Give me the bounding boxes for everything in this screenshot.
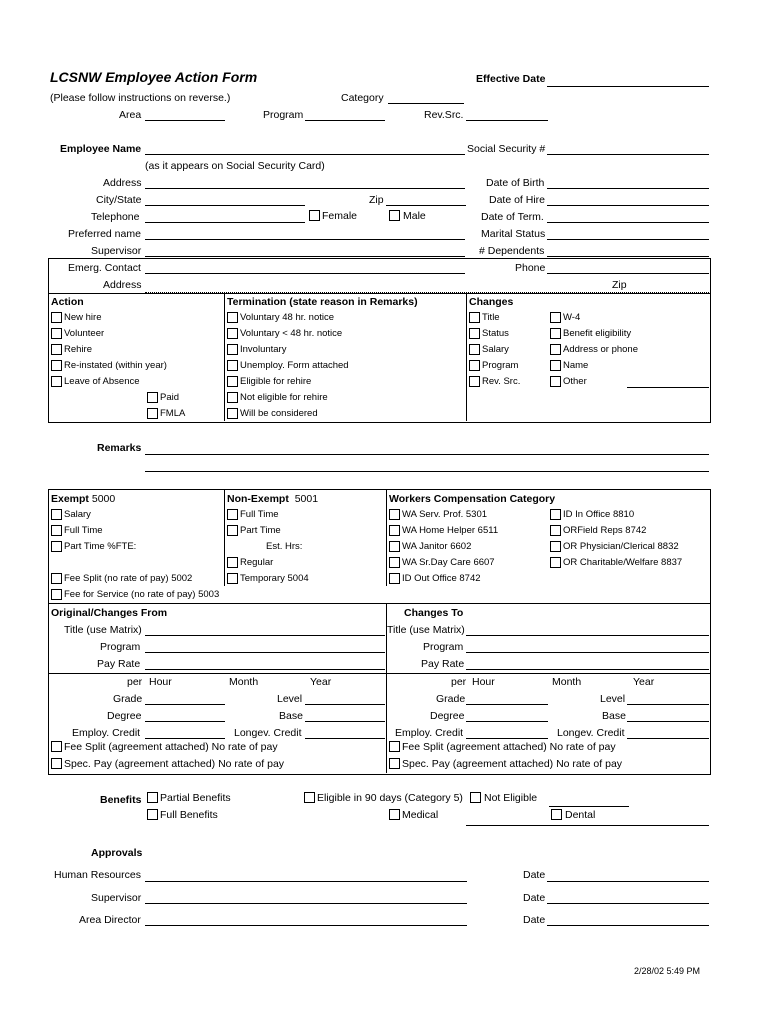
term-not-eligible-checkbox[interactable] xyxy=(227,392,238,403)
fmla-label: FMLA xyxy=(160,408,186,419)
orig-base-field[interactable] xyxy=(305,721,385,722)
new-program-label: Program xyxy=(423,641,464,653)
orig-employ-credit-field[interactable] xyxy=(145,738,225,739)
eligible-90-label: Eligible in 90 days (Category 5) xyxy=(317,792,463,804)
divider xyxy=(48,293,710,294)
action-option-label: Re-instated (within year) xyxy=(64,360,167,371)
supervisor-signature-field[interactable] xyxy=(145,903,467,904)
dependents-field[interactable] xyxy=(547,256,709,257)
emerg-phone-field[interactable] xyxy=(547,273,709,274)
medical-label: Medical xyxy=(402,809,439,821)
new-year-option[interactable]: Year xyxy=(633,676,655,688)
exempt-header xyxy=(51,493,115,505)
wc-home-helper-checkbox[interactable] xyxy=(389,525,400,536)
new-per-label: per xyxy=(451,676,467,688)
new-spec-pay-checkbox[interactable] xyxy=(389,758,400,769)
marital-field[interactable] xyxy=(547,239,709,240)
remarks-label: Remarks xyxy=(97,442,142,454)
new-title-label: Title (use Matrix) xyxy=(387,624,465,636)
rev-src-field[interactable] xyxy=(466,120,548,121)
new-pay-rate-field[interactable] xyxy=(466,669,709,670)
hr-date-label: Date xyxy=(523,869,546,881)
action-option-label: Volunteer xyxy=(64,328,105,339)
new-month-option[interactable]: Month xyxy=(552,676,582,688)
change-name-checkbox[interactable] xyxy=(550,360,561,371)
orig-level-field[interactable] xyxy=(305,704,385,705)
emerg-phone-label: Phone xyxy=(515,262,546,274)
divider xyxy=(224,293,225,421)
doh-field[interactable] xyxy=(547,205,709,206)
new-hour-option[interactable]: Hour xyxy=(472,676,495,688)
workers-comp-header: Workers Compensation Category xyxy=(389,493,556,505)
change-benefit-checkbox[interactable] xyxy=(550,328,561,339)
dental-field[interactable] xyxy=(547,825,709,826)
wc-option-label: WA Serv. Prof. 5301 xyxy=(402,509,488,520)
dependents-label: # Dependents xyxy=(479,245,545,257)
fee-split-label: Fee Split (no rate of pay) 5002 xyxy=(64,573,193,584)
term-eligible-checkbox[interactable] xyxy=(227,376,238,387)
area-director-label: Area Director xyxy=(79,914,141,926)
change-option-label: Name xyxy=(563,360,589,371)
benefits-label: Benefits xyxy=(100,794,142,806)
wc-option-label: ID Out Office 8742 xyxy=(402,573,481,584)
fee-service-label: Fee for Service (no rate of pay) 5003 xyxy=(64,589,220,600)
term-voluntary-lt48-checkbox[interactable] xyxy=(227,328,238,339)
orig-longev-credit-field[interactable] xyxy=(305,738,385,739)
new-spec-pay-label: Spec. Pay (agreement attached) No rate of pay xyxy=(402,758,623,770)
change-address-checkbox[interactable] xyxy=(550,344,561,355)
doh-label: Date of Hire xyxy=(489,194,546,206)
fmla-checkbox[interactable] xyxy=(147,408,158,419)
paid-label: Paid xyxy=(160,392,180,403)
change-option-label: Other xyxy=(563,376,587,387)
address-label: Address xyxy=(103,177,142,189)
wc-option-label: WA Janitor 6602 xyxy=(402,541,472,552)
orig-degree-field[interactable] xyxy=(145,721,225,722)
new-program-field[interactable] xyxy=(466,652,709,653)
orig-spec-pay-label: Spec. Pay (agreement attached) No rate of pay xyxy=(64,758,285,770)
termination-option-label: Not eligible for rehire xyxy=(240,392,328,403)
wc-or-physician-checkbox[interactable] xyxy=(550,541,561,552)
change-salary-checkbox[interactable] xyxy=(469,344,480,355)
nonexempt-part-time-checkbox[interactable] xyxy=(227,525,238,536)
supervisor-date-label: Date xyxy=(523,892,546,904)
change-status-checkbox[interactable] xyxy=(469,328,480,339)
emerg-address-label: Address xyxy=(103,279,142,291)
change-w4-checkbox[interactable] xyxy=(550,312,561,323)
orig-hour-option[interactable]: Hour xyxy=(149,676,172,688)
new-pay-rate-label: Pay Rate xyxy=(421,658,465,670)
new-base-field[interactable] xyxy=(627,721,709,722)
new-fee-split-checkbox[interactable] xyxy=(389,741,400,752)
ssn-label: Social Security # xyxy=(467,143,546,155)
not-eligible-checkbox[interactable] xyxy=(470,792,481,803)
action-option-label: Rehire xyxy=(64,344,92,355)
partial-benefits-checkbox[interactable] xyxy=(147,792,158,803)
new-employ-credit-field[interactable] xyxy=(466,738,548,739)
change-rev-src-checkbox[interactable] xyxy=(469,376,480,387)
divider xyxy=(224,489,225,586)
new-employ-credit-label: Employ. Credit xyxy=(395,727,464,739)
change-option-label: Status xyxy=(482,328,509,339)
orig-degree-label: Degree xyxy=(107,710,142,722)
remarks-field-1[interactable] xyxy=(145,454,709,455)
zip-field[interactable] xyxy=(386,205,466,206)
new-hire-checkbox[interactable] xyxy=(51,312,62,323)
divider xyxy=(466,293,467,421)
female-checkbox[interactable] xyxy=(309,210,320,221)
dental-label: Dental xyxy=(565,809,596,821)
wc-option-label: OR Charitable/Welfare 8837 xyxy=(563,557,683,568)
temporary-checkbox[interactable] xyxy=(227,573,238,584)
orig-longev-credit-label: Longev. Credit xyxy=(234,727,302,739)
termination-option-label: Unemploy. Form attached xyxy=(240,360,349,371)
employee-name-label: Employee Name xyxy=(60,143,142,155)
supervisor-label: Supervisor xyxy=(91,245,142,257)
term-involuntary-checkbox[interactable] xyxy=(227,344,238,355)
footer-timestamp: 2/28/02 5:49 PM xyxy=(634,966,701,976)
orig-pay-rate-field[interactable] xyxy=(145,669,385,670)
city-state-label: City/State xyxy=(96,194,142,206)
supervisor-approval-label: Supervisor xyxy=(91,892,142,904)
exempt-salary-checkbox[interactable] xyxy=(51,509,62,520)
termination-option-label: Eligible for rehire xyxy=(240,376,312,387)
name-note: (as it appears on Social Security Card) xyxy=(145,160,325,172)
rev-src-label: Rev.Src. xyxy=(424,109,464,121)
orig-fee-split-label: Fee Split (agreement attached) No rate of pay xyxy=(64,741,278,753)
full-benefits-label: Full Benefits xyxy=(160,809,218,821)
orig-program-field[interactable] xyxy=(145,652,385,653)
exempt-option-label: Full Time xyxy=(64,525,103,536)
category-field[interactable] xyxy=(388,103,464,104)
area-director-signature-field[interactable] xyxy=(145,925,467,926)
male-checkbox[interactable] xyxy=(389,210,400,221)
change-option-label: Salary xyxy=(482,344,509,355)
exempt-option-label: Part Time %FTE: xyxy=(64,541,137,552)
dental-checkbox[interactable] xyxy=(551,809,562,820)
wc-option-label: WA Sr.Day Care 6607 xyxy=(402,557,495,568)
regular-label: Regular xyxy=(240,557,274,568)
termination-option-label: Involuntary xyxy=(240,344,287,355)
nonexempt-header-label: Non-Exempt xyxy=(227,493,289,505)
supervisor-date-field[interactable] xyxy=(547,903,709,904)
dob-field[interactable] xyxy=(547,188,709,189)
wc-sr-day-care-checkbox[interactable] xyxy=(389,557,400,568)
volunteer-checkbox[interactable] xyxy=(51,328,62,339)
nonexempt-header-code: 5001 xyxy=(294,493,319,505)
ssn-field[interactable] xyxy=(547,154,709,155)
wc-id-out-office-checkbox[interactable] xyxy=(389,573,400,584)
eligible-90-checkbox[interactable] xyxy=(304,792,315,803)
area-director-date-field[interactable] xyxy=(547,925,709,926)
termination-option-label: Voluntary < 48 hr. notice xyxy=(240,328,343,339)
area-field[interactable] xyxy=(145,120,225,121)
new-base-label: Base xyxy=(602,710,626,722)
medical-field[interactable] xyxy=(466,825,548,826)
divider xyxy=(48,673,710,674)
new-level-label: Level xyxy=(600,693,626,705)
changes-header: Changes xyxy=(469,296,514,308)
exempt-header-label: Exempt xyxy=(51,493,89,505)
dot-field[interactable] xyxy=(547,222,709,223)
medical-checkbox[interactable] xyxy=(389,809,400,820)
form-title: LCSNW Employee Action Form xyxy=(50,69,258,85)
category-label: Category xyxy=(341,92,384,104)
area-director-date-label: Date xyxy=(523,914,546,926)
supervisor-field[interactable] xyxy=(145,256,465,257)
wc-option-label: ORField Reps 8742 xyxy=(563,525,647,536)
fee-service-checkbox[interactable] xyxy=(51,589,62,600)
orig-employ-credit-label: Employ. Credit xyxy=(72,727,141,739)
wc-id-in-office-checkbox[interactable] xyxy=(550,509,561,520)
exempt-header-code: 5000 xyxy=(91,493,116,505)
action-header: Action xyxy=(51,296,84,308)
change-option-label: Title xyxy=(482,312,500,323)
wc-option-label: WA Home Helper 6511 xyxy=(402,525,499,536)
changes-to-header: Changes To xyxy=(404,607,464,619)
orig-base-label: Base xyxy=(279,710,303,722)
orig-title-label: Title (use Matrix) xyxy=(64,624,142,636)
hr-date-field[interactable] xyxy=(547,881,709,882)
wc-serv-prof-checkbox[interactable] xyxy=(389,509,400,520)
orig-level-label: Level xyxy=(277,693,303,705)
dob-label: Date of Birth xyxy=(486,177,545,189)
dot-label: Date of Term. xyxy=(481,211,544,223)
action-option-label: Leave of Absence xyxy=(64,376,140,387)
fee-split-checkbox[interactable] xyxy=(51,573,62,584)
zip-label: Zip xyxy=(369,194,384,206)
orig-spec-pay-checkbox[interactable] xyxy=(51,758,62,769)
address-field[interactable] xyxy=(145,188,465,189)
new-grade-field[interactable] xyxy=(466,704,548,705)
remarks-field-2[interactable] xyxy=(145,471,709,472)
new-fee-split-label: Fee Split (agreement attached) No rate of pay xyxy=(402,741,616,753)
paid-checkbox[interactable] xyxy=(147,392,158,403)
program-label: Program xyxy=(263,109,304,121)
new-longev-credit-field[interactable] xyxy=(627,738,709,739)
nonexempt-full-time-checkbox[interactable] xyxy=(227,509,238,520)
new-degree-label: Degree xyxy=(430,710,465,722)
preferred-name-label: Preferred name xyxy=(68,228,141,240)
approvals-header: Approvals xyxy=(91,847,143,859)
exempt-option-label: Salary xyxy=(64,509,91,520)
orig-grade-label: Grade xyxy=(113,693,143,705)
change-option-label: W-4 xyxy=(563,312,581,323)
telephone-label: Telephone xyxy=(91,211,140,223)
new-grade-label: Grade xyxy=(436,693,466,705)
change-option-label: Program xyxy=(482,360,519,371)
change-title-checkbox[interactable] xyxy=(469,312,480,323)
change-other-checkbox[interactable] xyxy=(550,376,561,387)
emerg-contact-field[interactable] xyxy=(145,273,465,274)
wc-option-label: ID In Office 8810 xyxy=(563,509,635,520)
est-hrs-label: Est. Hrs: xyxy=(266,541,303,552)
program-field[interactable] xyxy=(305,120,385,121)
hr-label: Human Resources xyxy=(54,869,141,881)
regular-checkbox[interactable] xyxy=(227,557,238,568)
orig-pay-rate-label: Pay Rate xyxy=(97,658,141,670)
leave-of-absence-checkbox[interactable] xyxy=(51,376,62,387)
preferred-name-field[interactable] xyxy=(145,239,465,240)
divider xyxy=(386,489,387,586)
not-eligible-field[interactable] xyxy=(549,806,629,807)
instructions-note: (Please follow instructions on reverse.) xyxy=(50,92,231,104)
orig-title-field[interactable] xyxy=(145,635,385,636)
full-benefits-checkbox[interactable] xyxy=(147,809,158,820)
not-eligible-label: Not Eligible xyxy=(484,792,538,804)
reinstated-checkbox[interactable] xyxy=(51,360,62,371)
term-considered-checkbox[interactable] xyxy=(227,408,238,419)
term-voluntary-48-checkbox[interactable] xyxy=(227,312,238,323)
marital-label: Marital Status xyxy=(481,228,546,240)
orig-fee-split-checkbox[interactable] xyxy=(51,741,62,752)
nonexempt-part-time-label: Part Time xyxy=(240,525,281,536)
orig-grade-field[interactable] xyxy=(145,704,225,705)
temporary-label: Temporary 5004 xyxy=(240,573,309,584)
partial-benefits-label: Partial Benefits xyxy=(160,792,231,804)
termination-option-label: Voluntary 48 hr. notice xyxy=(240,312,335,323)
nonexempt-full-time-label: Full Time xyxy=(240,509,279,520)
rehire-checkbox[interactable] xyxy=(51,344,62,355)
new-longev-credit-label: Longev. Credit xyxy=(557,727,625,739)
male-label: Male xyxy=(403,210,426,222)
termination-header: Termination (state reason in Remarks) xyxy=(227,296,418,308)
termination-option-label: Will be considered xyxy=(240,408,318,419)
female-label: Female xyxy=(322,210,358,222)
orig-month-option[interactable]: Month xyxy=(229,676,259,688)
telephone-field[interactable] xyxy=(145,222,305,223)
orig-program-label: Program xyxy=(100,641,141,653)
emerg-zip-label: Zip xyxy=(612,279,627,291)
orig-year-option[interactable]: Year xyxy=(310,676,332,688)
new-degree-field[interactable] xyxy=(466,721,548,722)
wc-or-charitable-checkbox[interactable] xyxy=(550,557,561,568)
employee-name-field[interactable] xyxy=(145,154,465,155)
change-other-field[interactable] xyxy=(627,387,709,388)
nonexempt-header xyxy=(227,493,318,505)
change-program-checkbox[interactable] xyxy=(469,360,480,371)
hr-signature-field[interactable] xyxy=(145,881,467,882)
emerg-contact-label: Emerg. Contact xyxy=(68,262,141,274)
exempt-full-time-checkbox[interactable] xyxy=(51,525,62,536)
effective-date-label: Effective Date xyxy=(476,73,546,85)
change-option-label: Benefit eligibility xyxy=(563,328,632,339)
action-option-label: New hire xyxy=(64,312,102,323)
wc-option-label: OR Physician/Clerical 8832 xyxy=(563,541,679,552)
new-level-field[interactable] xyxy=(627,704,709,705)
exempt-part-time-checkbox[interactable] xyxy=(51,541,62,552)
city-state-field[interactable] xyxy=(145,205,305,206)
new-title-field[interactable] xyxy=(466,635,709,636)
orig-per-label: per xyxy=(127,676,143,688)
wc-or-field-reps-checkbox[interactable] xyxy=(550,525,561,536)
change-option-label: Address or phone xyxy=(563,344,638,355)
effective-date-field[interactable] xyxy=(547,86,709,87)
wc-janitor-checkbox[interactable] xyxy=(389,541,400,552)
term-unemploy-checkbox[interactable] xyxy=(227,360,238,371)
area-label: Area xyxy=(119,109,142,121)
original-header: Original/Changes From xyxy=(51,607,168,619)
change-option-label: Rev. Src. xyxy=(482,376,521,387)
